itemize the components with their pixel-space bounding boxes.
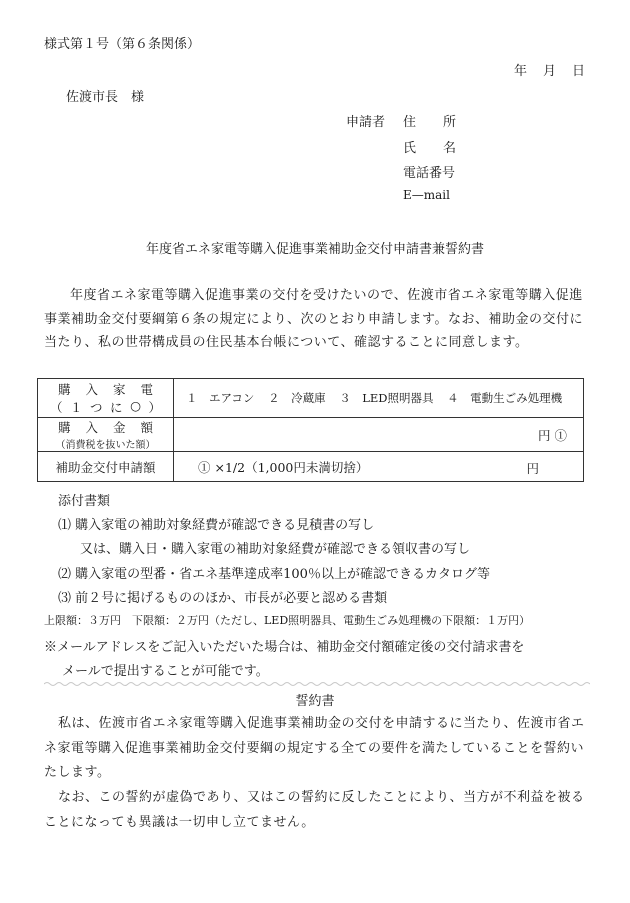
mail-note-line-1: ※メールアドレスをご記入いただいた場合は、補助金交付額確定後の交付請求書を (44, 640, 525, 655)
request-label: 補助金交付申請額 (38, 452, 174, 482)
label-char: 金 (112, 420, 126, 435)
address-label-1: 住 (403, 115, 417, 130)
application-table (37, 378, 584, 482)
label-char: 購 (58, 382, 71, 397)
limit-note: 上限額：３万円 下限額：２万円（ただし、LED照明器具、電動生ごみ処理機の下限額：１万円） (44, 614, 531, 627)
amount-label (38, 418, 174, 452)
label-char: 購 (58, 420, 71, 435)
label-char: 額 (140, 420, 153, 435)
label-char: 電 (140, 382, 153, 397)
intro-paragraph: 年度省エネ家電等購入促進事業の交付を受けたいので、佐渡市省エネ家電等購入促進事業補助金交付要綱第６条の規定により、次のとおり申請します。なお、補助金の交付に当たり、私の世帯構成員の住民基本台帳について、確認することに同意します。 (44, 288, 583, 350)
form-number: 様式第１号（第６条関係） (44, 37, 201, 52)
applicant-name-field[interactable] (403, 137, 456, 156)
appliance-label (38, 379, 174, 418)
applicant-phone-field[interactable]: 電話番号 (403, 166, 456, 181)
appliance-label-top (38, 380, 173, 398)
applicant-address-field[interactable] (403, 111, 456, 130)
address-label-2: 所 (442, 115, 456, 130)
option-aircon[interactable]: １ エアコン (186, 391, 255, 405)
label-char: ○ (130, 398, 141, 413)
table-row-appliance (38, 379, 584, 418)
date-year[interactable]: 年 (514, 64, 528, 79)
request-unit: 円 (526, 461, 539, 476)
label-char: ） (148, 400, 161, 415)
attachment-item: ⑵ 購入家電の型番・省エネ基準達成率100％以上が確認できるカタログ等 (58, 567, 490, 582)
date-line (514, 60, 585, 79)
request-amount-input[interactable] (174, 452, 584, 482)
label-char: 入 (85, 420, 98, 435)
purchase-amount-input[interactable]: 円 ① (174, 418, 584, 452)
attachment-item: ⑴ 購入家電の補助対象経費が確認できる見積書の写し (58, 518, 375, 533)
appliance-options (174, 379, 584, 418)
applicant-label: 申請者 (346, 115, 386, 130)
label-char: つ (90, 400, 103, 415)
amount-label-sub: （消費税を抜いた額） (55, 440, 156, 451)
date-day[interactable]: 日 (572, 64, 586, 79)
label-char: に (110, 400, 123, 415)
option-fridge[interactable]: ２ 冷蔵庫 (268, 391, 326, 405)
name-label-1: 氏 (403, 141, 417, 156)
label-char: １ (70, 400, 83, 415)
applicant-email-field[interactable]: E—mail (403, 188, 450, 202)
attachments-title: 添付書類 (58, 494, 111, 509)
pledge-paragraph-1: 私は、佐渡市省エネ家電等購入促進事業補助金の交付を申請するに当たり、佐渡市省エネ家電等購入促進事業補助金交付要綱の規定する全ての要件を満たしていることを誓約いたします。 (44, 716, 585, 780)
document-title: 年度省エネ家電等購入促進事業補助金交付申請書兼誓約書 (145, 242, 484, 257)
date-month[interactable]: 月 (543, 64, 557, 79)
option-disposer[interactable]: ４ 電動生ごみ処理機 (447, 391, 563, 405)
table-row-amount (38, 418, 584, 452)
table-row-request (38, 452, 584, 482)
name-label-2: 名 (442, 141, 456, 156)
label-char: 入 (85, 382, 98, 397)
pledge-title: 誓約書 (295, 694, 335, 709)
amount-label-top (38, 418, 173, 436)
attachment-item: 又は、購入日・購入家電の補助対象経費が確認できる領収書の写し (80, 542, 471, 557)
label-char: （ (50, 400, 63, 415)
pledge-paragraph-2: なお、この誓約が虚偽であり、又はこの誓約に反したことにより、当方が不利益を被ることになっても異議は一切申し立てません。 (44, 790, 585, 830)
wavy-divider (44, 681, 590, 687)
request-formula: ① ×1/2（1,000円未満切捨） (198, 459, 369, 475)
mail-note-line-2: メールで提出することが可能です。 (62, 664, 269, 679)
appliance-label-bottom (38, 398, 173, 416)
attachment-item: ⑶ 前２号に掲げるもののほか、市長が必要と認める書類 (58, 591, 388, 606)
addressee: 佐渡市長 様 (66, 90, 145, 105)
label-char: 家 (112, 382, 126, 397)
option-led[interactable]: ３ LED照明器具 (339, 391, 434, 405)
